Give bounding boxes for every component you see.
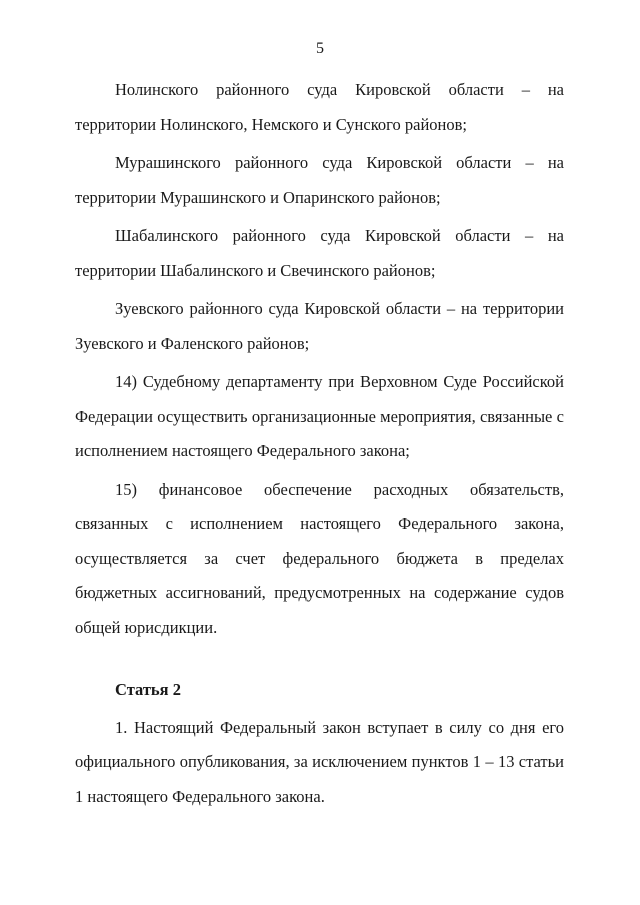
paragraph-item-14: 14) Судебному департаменту при Верховном Суде Российской Федерации осуществить организационные мероприятия, связанные с исполнением настоящего Федерального закона; xyxy=(75,372,564,460)
paragraph-murashi-court: Мурашинского районного суда Кировской области – на территории Мурашинского и Опаринского районов; xyxy=(75,153,564,207)
page-number: 5 xyxy=(316,40,324,57)
paragraph-zuevka-court: Зуевского районного суда Кировской области – на территории Зуевского и Фаленского районов; xyxy=(75,299,564,353)
paragraph-nolinsk-court: Нолинского районного суда Кировской области – на территории Нолинского, Немского и Сунского районов; xyxy=(75,80,564,134)
article-2-paragraph-1: 1. Настоящий Федеральный закон вступает в силу со дня его официального опубликования, за исключением пунктов 1 – 13 статьи 1 настоящего Федерального закона. xyxy=(75,717,564,806)
article-2-heading: Статья 2 xyxy=(115,680,181,699)
paragraph-item-15: 15) финансовое обеспечение расходных обязательств, связанных с исполнением настоящего Федерального закона, осуществляется за счет федерального бюджета в пределах бюджетных ассигнований, предусмотренных на содержание судов общей юрисдикции. xyxy=(75,479,564,637)
paragraph-shabalino-court: Шабалинского районного суда Кировской области – на территории Шабалинского и Свечинского районов; xyxy=(75,226,564,280)
document-body xyxy=(75,73,564,818)
